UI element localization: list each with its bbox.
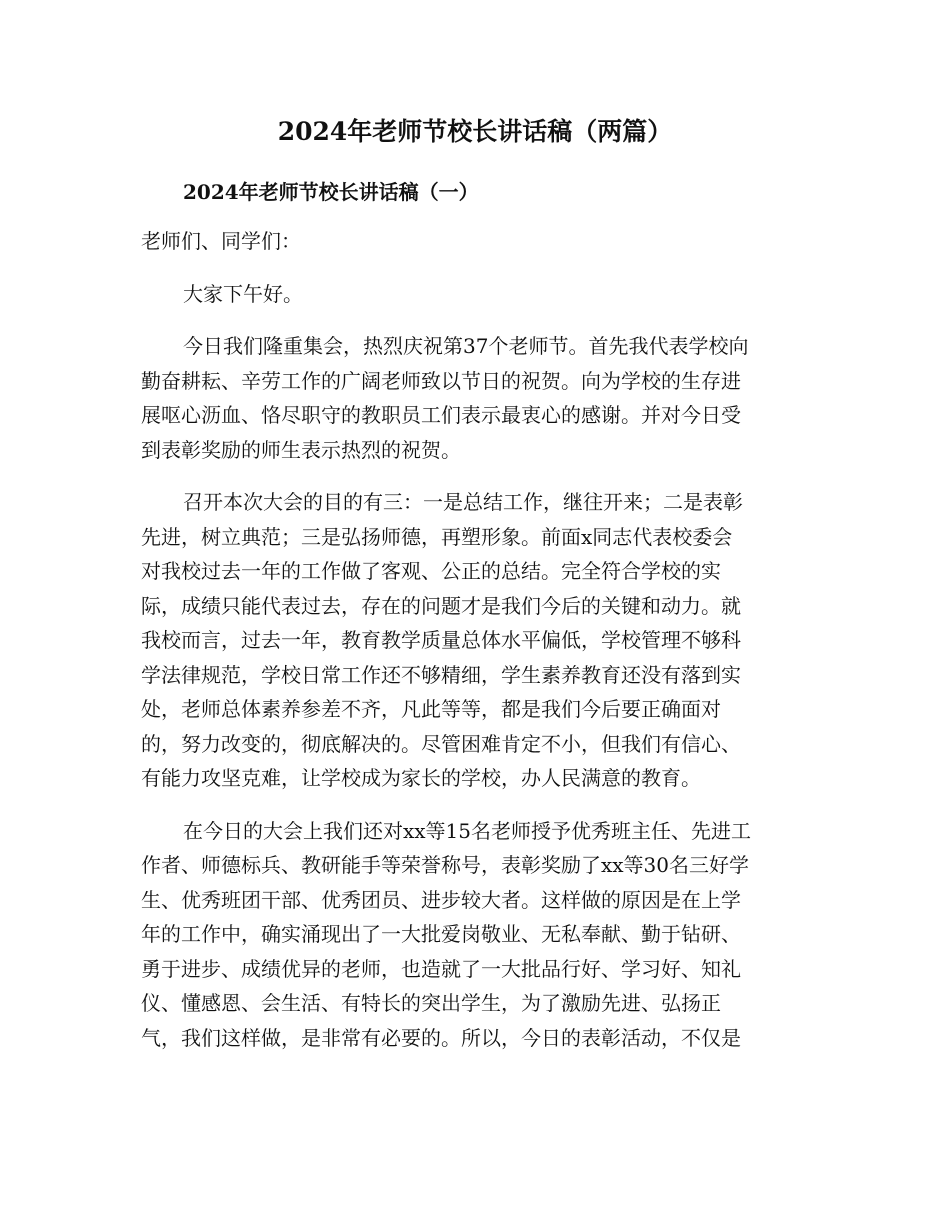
- greeting-line: 大家下午好。: [183, 281, 303, 306]
- paragraph-line: 召开本次大会的目的有三：一是总结工作，继往开来；二是表彰: [183, 490, 743, 514]
- paragraph-line: 到表彰奖励的师生表示热烈的祝贺。: [141, 437, 461, 462]
- paragraph-line: 有能力攻坚克难，让学校成为家长的学校，办人民满意的教育。: [141, 766, 701, 790]
- document-title: 2024年老师节校长讲话稿（两篇）: [277, 117, 673, 146]
- paragraph-line: 际，成绩只能代表过去，存在的问题才是我们今后的关键和动力。就: [141, 593, 741, 618]
- section-title: 2024年老师节校长讲话稿（一）: [183, 180, 479, 204]
- paragraph-line: 年的工作中，确实涌现出了一大批爱岗敬业、无私奉献、勤于钻研、: [141, 922, 741, 946]
- paragraph-line: 在今日的大会上我们还对xx等15名老师授予优秀班主任、先进工: [183, 818, 752, 843]
- paragraph-line: 展呕心沥血、恪尽职守的教职员工们表示最衷心的感谢。并对今日受: [141, 403, 741, 427]
- paragraph-1: [141, 329, 821, 467]
- salutation: [141, 224, 821, 259]
- paragraph-line: 的，努力改变的，彻底解决的。尽管困难肯定不小，但我们有信心、: [141, 731, 741, 756]
- document-body: [141, 224, 821, 1073]
- paragraph-line: 气，我们这样做，是非常有必要的。所以，今日的表彰活动，不仅是: [141, 1025, 741, 1050]
- paragraph-3: [141, 814, 821, 1056]
- paragraph-line: 生、优秀班团干部、优秀团员、进步较大者。这样做的原因是在上学: [141, 887, 741, 912]
- salutation-line: 老师们、同学们：: [141, 229, 301, 253]
- paragraph-line: 仪、懂感恩、会生活、有特长的突出学生，为了激励先进、弘扬正: [141, 991, 721, 1015]
- greeting: [141, 277, 821, 312]
- paragraph-line: 我校而言，过去一年，教育教学质量总体水平偏低，学校管理不够科: [141, 628, 741, 652]
- paragraph-line: 勤奋耕耘、辛劳工作的广阔老师致以节日的祝贺。向为学校的生存进: [141, 368, 741, 393]
- paragraph-line: 勇于进步、成绩优异的老师，也造就了一大批品行好、学习好、知礼: [141, 956, 741, 981]
- paragraph-line: 处，老师总体素养参差不齐，凡此等等，都是我们今后要正确面对: [141, 697, 721, 721]
- paragraph-2: [141, 485, 821, 796]
- paragraph-line: 今日我们隆重集会，热烈庆祝第37个老师节。首先我代表学校向: [183, 334, 749, 358]
- paragraph-line: 先进，树立典范；三是弘扬师德，再塑形象。前面x同志代表校委会: [141, 524, 733, 549]
- paragraph-line: 学法律规范，学校日常工作还不够精细，学生素养教育还没有落到实: [141, 662, 741, 687]
- paragraph-line: 作者、师德标兵、教研能手等荣誉称号，表彰奖励了xx等30名三好学: [141, 853, 750, 877]
- paragraph-line: 对我校过去一年的工作做了客观、公正的总结。完全符合学校的实: [141, 559, 721, 583]
